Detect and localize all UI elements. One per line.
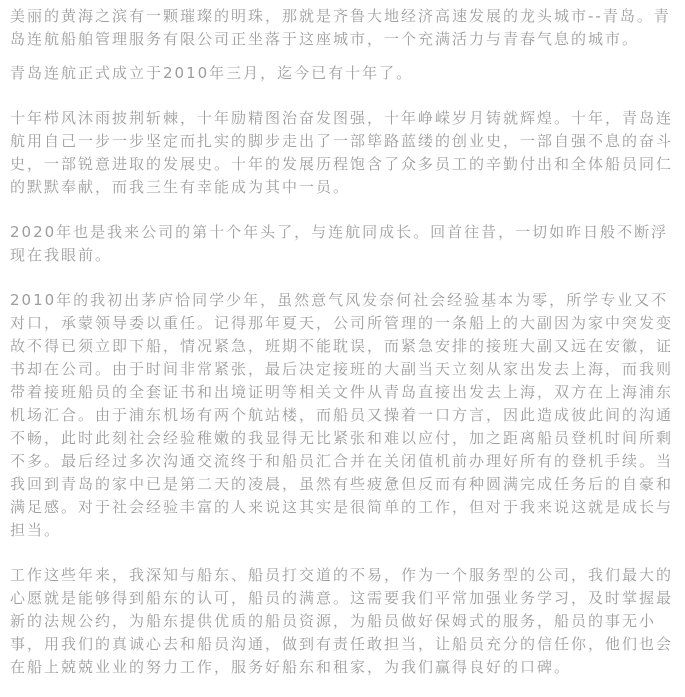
paragraph-2020: 2020年也是我来公司的第十个年头了，与连航同成长。回首往昔，一切如昨日般不断浮现在我眼前。 [10, 223, 669, 264]
paragraph-2010-story: 2010年的我初出茅庐恰同学少年，虽然意气风发奈何社会经验基本为零，所学专业又不对口，承蒙领导委以重任。记得那年夏天，公司所管理的一条船上的大副因为家中突发变故不得已须立即下船，情况紧急，班期不能耽误，而紧急安排的接班大副又远在安徽，证书却在公司。由于时间非常紧张，最后决定接班的大副当天立刻从家出发去上海，而我则带着接班船员的全套证书和出境证明等相关文件从青岛直接出发去上海，双方在上海浦东机场汇合。由于浦东机场有两个航站楼，而船员又操着一口方言，因此造成彼此间的沟通不畅，此时此刻社会经验稚嫩的我显得无比紧张和难以应付，加之距离船员登机时间所剩不多。最后经过多次沟通交流终于和船员汇合并在关闭值机前办理好所有的登机手续。当我回到青岛的家中已是第二天的凌晨，虽然有些疲惫但反而有种圆满完成任务后的自豪和满足感。对于社会经验丰富的人来说这其实是很简单的工作，但对于我来说这就是成长与担当。 [10, 291, 674, 539]
paragraph-work-reflection: 工作这些年来，我深知与船东、船员打交道的不易，作为一个服务型的公司，我们最大的心愿就是能够得到船东的认可，船员的满意。这需要我们平常加强业务学习，及时掌握最新的法规公约，为船东提供优质的船员资源，为船员做好保姆式的服务，船员的事无小事，用我们的真诚心去和船员沟通，做到有责任敢担当，让船员充分的信任你，他们也会在船上兢兢业业的努力工作，服务好船东和租家，为我们赢得良好的口碑。 [10, 566, 674, 676]
paragraph-intro-city: 美丽的黄海之滨有一颗璀璨的明珠，那就是齐鲁大地经济高速发展的龙头城市--青岛。青岛连航船舶管理服务有限公司正坐落于这座城市，一个充满活力与青春气息的城市。 [10, 7, 671, 48]
paragraph-ten-years: 十年栉风沐雨披荆斩棘，十年励精图治奋发图强，十年峥嵘岁月铸就辉煌。十年，青岛连航用自己一步一步坚定而扎实的脚步走出了一部筚路蓝缕的创业史，一部自强不息的奋斗史，一部锐意进取的发展史。十年的发展历程饱含了众多员工的辛勤付出和全体船员同仁的默默奉献，而我三生有幸能成为其中一员。 [10, 109, 674, 196]
paragraph-founding: 青岛连航正式成立于2010年三月，迄今已有十年了。 [10, 64, 414, 82]
